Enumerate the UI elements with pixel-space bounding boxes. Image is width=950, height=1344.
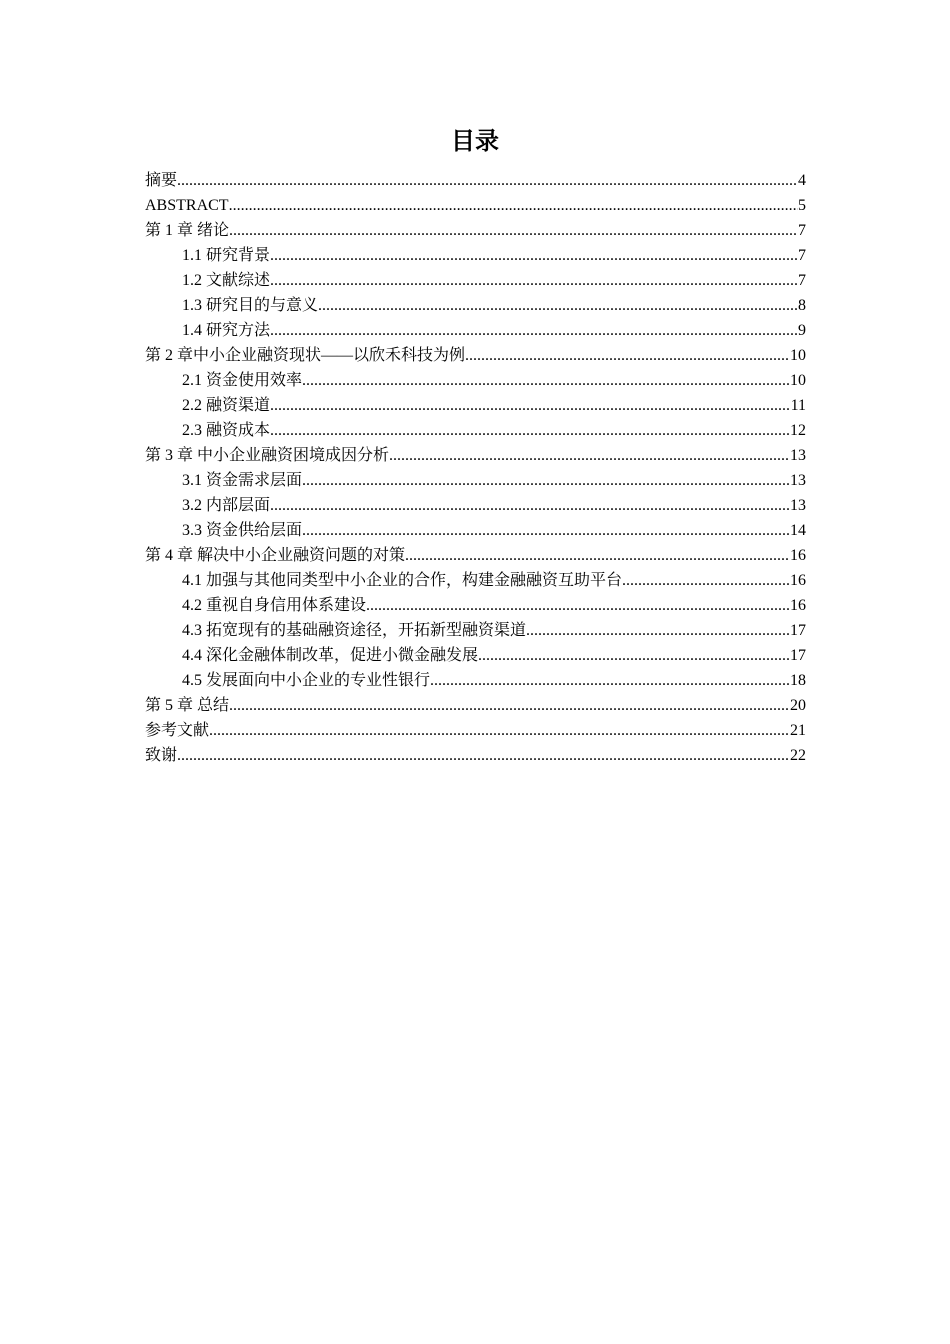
toc-entry-label: 4.5 发展面向中小企业的专业性银行 [182,672,431,689]
toc-entry-label: 3.3 资金供给层面 [182,522,303,539]
toc-page-number: 13 [790,497,806,514]
toc-entry-label: 1.1 研究背景 [182,247,271,264]
toc-page-number: 16 [790,597,806,614]
toc-entry-label: 4.2 重视自身信用体系建设 [182,597,367,614]
toc-entry-label: 4.4 深化金融体制改革，促进小微金融发展 [182,647,479,664]
toc-dot-leader [430,668,790,693]
toc-page-number: 7 [798,247,806,264]
toc-dot-leader [177,743,790,768]
toc-entry-label: 4.3 拓宽现有的基础融资途径，开拓新型融资渠道 [182,622,527,639]
toc-page-number: 4 [798,172,806,189]
toc-entry-label: 4.1 加强与其他同类型中小企业的合作，构建金融融资互助平台 [182,572,623,589]
toc-page-number: 5 [798,197,806,214]
toc-entry-label: 第 3 章 中小企业融资困境成因分析 [145,447,390,464]
toc-entry-label: 参考文献 [145,722,210,739]
toc-section-entry[interactable] [145,518,806,543]
toc-entry-label: 1.2 文献综述 [182,272,271,289]
toc-entry-label: 第 4 章 解决中小企业融资问题的对策 [145,547,406,564]
toc-dot-leader [270,418,790,443]
toc-page-number: 8 [798,297,806,314]
toc-dot-leader [465,343,790,368]
toc-page-number: 7 [798,222,806,239]
toc-section-entry[interactable] [145,318,806,343]
toc-page-number: 13 [790,447,806,464]
toc-entry-label: 致谢 [145,747,178,764]
toc-page-number: 12 [790,422,806,439]
toc-page-number: 7 [798,272,806,289]
toc-entry-label: ABSTRACT [145,197,229,214]
toc-dot-leader [478,643,790,668]
toc-entry-label: 2.1 资金使用效率 [182,372,303,389]
toc-entry-label: 第 2 章中小企业融资现状——以欣禾科技为例 [145,347,466,364]
toc-section-entry[interactable] [145,293,806,318]
toc-page-number: 13 [790,472,806,489]
toc-section-entry[interactable] [145,268,806,293]
toc-page-number: 17 [790,622,806,639]
toc-dot-leader [229,693,790,718]
toc-chapter-entry[interactable] [145,443,806,468]
table-of-contents [145,168,806,768]
toc-entry-label: 摘要 [145,172,178,189]
toc-chapter-entry[interactable] [145,168,806,193]
toc-page-number: 20 [790,697,806,714]
toc-chapter-entry[interactable] [145,343,806,368]
toc-dot-leader [270,493,790,518]
toc-dot-leader [229,193,798,218]
toc-entry-label: 1.4 研究方法 [182,322,271,339]
toc-entry-label: 3.2 内部层面 [182,497,271,514]
toc-chapter-entry[interactable] [145,693,806,718]
toc-entry-label: 2.3 融资成本 [182,422,271,439]
toc-dot-leader [270,318,798,343]
toc-dot-leader [622,568,790,593]
toc-dot-leader [526,618,790,643]
toc-entry-label: 3.1 资金需求层面 [182,472,303,489]
toc-entry-label: 第 5 章 总结 [145,697,230,714]
toc-dot-leader [302,468,790,493]
toc-page-number: 16 [790,547,806,564]
toc-dot-leader [270,243,798,268]
toc-entry-label: 1.3 研究目的与意义 [182,297,319,314]
toc-chapter-entry[interactable] [145,743,806,768]
toc-page-number: 18 [790,672,806,689]
toc-page-number: 11 [790,397,806,414]
toc-dot-leader [302,368,790,393]
toc-page-number: 22 [790,747,806,764]
toc-page-number: 21 [790,722,806,739]
toc-dot-leader [389,443,790,468]
toc-dot-leader [318,293,798,318]
toc-dot-leader [209,718,790,743]
toc-page-number: 14 [790,522,806,539]
toc-dot-leader [177,168,798,193]
toc-dot-leader [270,393,791,418]
toc-title: 目录 [451,127,499,155]
toc-chapter-entry[interactable] [145,218,806,243]
toc-dot-leader [229,218,798,243]
toc-page-number: 16 [790,572,806,589]
toc-dot-leader [302,518,790,543]
toc-section-entry[interactable] [145,593,806,618]
toc-section-entry[interactable] [145,493,806,518]
toc-chapter-entry[interactable] [145,543,806,568]
toc-chapter-entry[interactable] [145,718,806,743]
toc-chapter-entry[interactable] [145,193,806,218]
toc-dot-leader [366,593,790,618]
toc-section-entry[interactable] [145,368,806,393]
toc-section-entry[interactable] [145,468,806,493]
toc-page-number: 9 [798,322,806,339]
toc-page-number: 10 [790,372,806,389]
toc-section-entry[interactable] [145,418,806,443]
toc-entry-label: 第 1 章 绪论 [145,222,230,239]
toc-page-number: 10 [790,347,806,364]
toc-dot-leader [270,268,798,293]
toc-section-entry[interactable] [145,393,806,418]
toc-section-entry[interactable] [145,568,806,593]
toc-section-entry[interactable] [145,618,806,643]
toc-section-entry[interactable] [145,643,806,668]
toc-section-entry[interactable] [145,243,806,268]
toc-entry-label: 2.2 融资渠道 [182,397,271,414]
toc-section-entry[interactable] [145,668,806,693]
toc-dot-leader [405,543,790,568]
toc-page-number: 17 [790,647,806,664]
